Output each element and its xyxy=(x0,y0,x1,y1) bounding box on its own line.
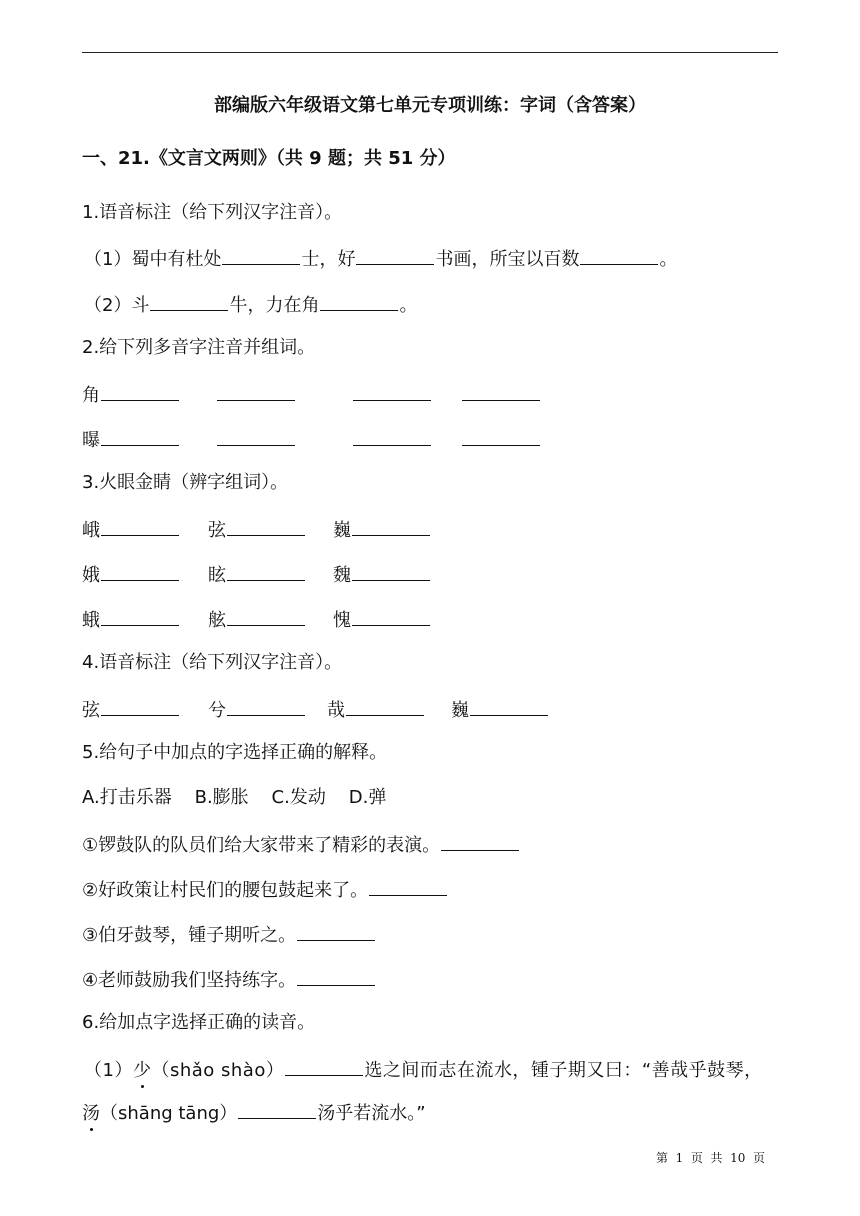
q6-line-2 xyxy=(82,1099,426,1126)
q3-item xyxy=(82,606,180,633)
answer-blank[interactable] xyxy=(352,426,432,453)
answer-blank[interactable] xyxy=(461,426,541,453)
q3-item xyxy=(208,606,306,633)
q5-sentence: ④老师鼓励我们坚持练字。 xyxy=(82,970,297,991)
q5-item-2 xyxy=(82,876,448,903)
answer-blank[interactable] xyxy=(101,516,179,536)
question-4-stem: 4.语音标注（给下列汉字注音）。 xyxy=(82,652,343,673)
answer-blank[interactable] xyxy=(227,516,305,536)
q3-item xyxy=(208,561,306,588)
answer-blank[interactable] xyxy=(352,606,430,626)
answer-blank[interactable] xyxy=(356,245,434,265)
question-3-stem: 3.火眼金睛（辨字组词）。 xyxy=(82,472,289,493)
char: 舷 xyxy=(208,610,226,631)
dotted-char: 汤 xyxy=(82,1103,100,1124)
q5-item-4 xyxy=(82,966,376,993)
answer-blank[interactable] xyxy=(101,381,179,401)
header-rule xyxy=(82,52,778,53)
char: 魏 xyxy=(333,565,351,586)
answer-blank[interactable] xyxy=(101,561,179,581)
char: 娥 xyxy=(82,565,100,586)
q5-item-1 xyxy=(82,831,520,858)
answer-blank[interactable] xyxy=(352,561,430,581)
q4-item xyxy=(208,696,306,723)
q5-options: A.打击乐器 B.膨胀 C.发动 D.弹 xyxy=(82,787,387,808)
section-heading: 一、21.《文言文两则》（共 9 题；共 51 分） xyxy=(82,148,456,169)
answer-blank[interactable] xyxy=(285,1056,363,1076)
polyphone-char: 曝 xyxy=(82,430,100,451)
answer-blank[interactable] xyxy=(320,291,398,311)
char: 巍 xyxy=(333,520,351,541)
answer-blank[interactable] xyxy=(346,696,424,716)
answer-blank[interactable] xyxy=(150,291,228,311)
answer-blank[interactable] xyxy=(101,606,179,626)
question-6-stem: 6.给加点字选择正确的读音。 xyxy=(82,1012,316,1033)
answer-blank[interactable] xyxy=(297,921,375,941)
q1-text: （2）斗 xyxy=(84,295,150,316)
q4-item xyxy=(327,696,425,723)
answer-blank[interactable] xyxy=(101,696,179,716)
q1-text: （1）蜀中有杜处 xyxy=(84,249,222,270)
answer-blank[interactable] xyxy=(461,381,541,408)
char: 兮 xyxy=(208,700,226,721)
char: 弦 xyxy=(208,520,226,541)
answer-blank[interactable] xyxy=(352,516,430,536)
question-2-stem: 2.给下列多音字注音并组词。 xyxy=(82,337,316,358)
q4-item xyxy=(82,696,180,723)
page-title: 部编版六年级语文第七单元专项训练：字词（含答案） xyxy=(214,95,646,116)
q6-text: （1） xyxy=(84,1060,133,1081)
answer-blank[interactable] xyxy=(238,1099,316,1119)
q6-text: 选之间而志在流水，锺子期又曰：“善哉乎鼓琴， xyxy=(364,1060,763,1081)
answer-blank[interactable] xyxy=(101,426,179,446)
q5-sentence: ②好政策让村民们的腰包鼓起来了。 xyxy=(82,880,369,901)
char: 巍 xyxy=(451,700,469,721)
q6-text: 汤乎若流水。” xyxy=(317,1103,426,1124)
dotted-char: 少 xyxy=(132,1060,152,1081)
question-5-stem: 5.给句子中加点的字选择正确的解释。 xyxy=(82,742,388,763)
q6-line-1 xyxy=(84,1056,763,1083)
question-1-stem: 1.语音标注（给下列汉字注音）。 xyxy=(82,202,343,223)
q1-text: 士，好 xyxy=(301,249,356,270)
q2-row-2 xyxy=(82,426,180,453)
char: 眩 xyxy=(208,565,226,586)
q6-pinyin-options: （shāng tāng） xyxy=(100,1103,238,1124)
answer-blank[interactable] xyxy=(352,381,432,408)
char: 峨 xyxy=(82,520,100,541)
answer-blank[interactable] xyxy=(227,561,305,581)
q3-item xyxy=(333,561,431,588)
char: 愧 xyxy=(333,610,351,631)
q2-row-1 xyxy=(82,381,180,408)
q5-item-3 xyxy=(82,921,376,948)
char: 弦 xyxy=(82,700,100,721)
char: 蛾 xyxy=(82,610,100,631)
answer-blank[interactable] xyxy=(227,696,305,716)
answer-blank[interactable] xyxy=(369,876,447,896)
question-1-line-2 xyxy=(84,291,417,318)
answer-blank[interactable] xyxy=(216,381,296,408)
question-1-line-1 xyxy=(84,245,677,272)
q3-item xyxy=(82,516,180,543)
answer-blank[interactable] xyxy=(297,966,375,986)
answer-blank[interactable] xyxy=(216,426,296,453)
answer-blank[interactable] xyxy=(227,606,305,626)
q5-sentence: ①锣鼓队的队员们给大家带来了精彩的表演。 xyxy=(82,835,441,856)
answer-blank[interactable] xyxy=(222,245,300,265)
q3-item xyxy=(82,561,180,588)
answer-blank[interactable] xyxy=(441,831,519,851)
page-footer: 第 1 页 共 10 页 xyxy=(656,1151,766,1165)
q3-item xyxy=(333,516,431,543)
q3-item xyxy=(333,606,431,633)
answer-blank[interactable] xyxy=(470,696,548,716)
q6-pinyin-options: （shǎo shào） xyxy=(151,1060,285,1081)
q1-text: 牛，力在角 xyxy=(229,295,320,316)
q4-item xyxy=(451,696,549,723)
char: 哉 xyxy=(327,700,345,721)
q1-text: 书画，所宝以百数 xyxy=(435,249,580,270)
answer-blank[interactable] xyxy=(580,245,658,265)
q3-item xyxy=(208,516,306,543)
q1-text: 。 xyxy=(659,249,678,270)
q5-sentence: ③伯牙鼓琴，锺子期听之。 xyxy=(82,925,297,946)
polyphone-char: 角 xyxy=(82,385,100,406)
q1-text: 。 xyxy=(399,295,418,316)
